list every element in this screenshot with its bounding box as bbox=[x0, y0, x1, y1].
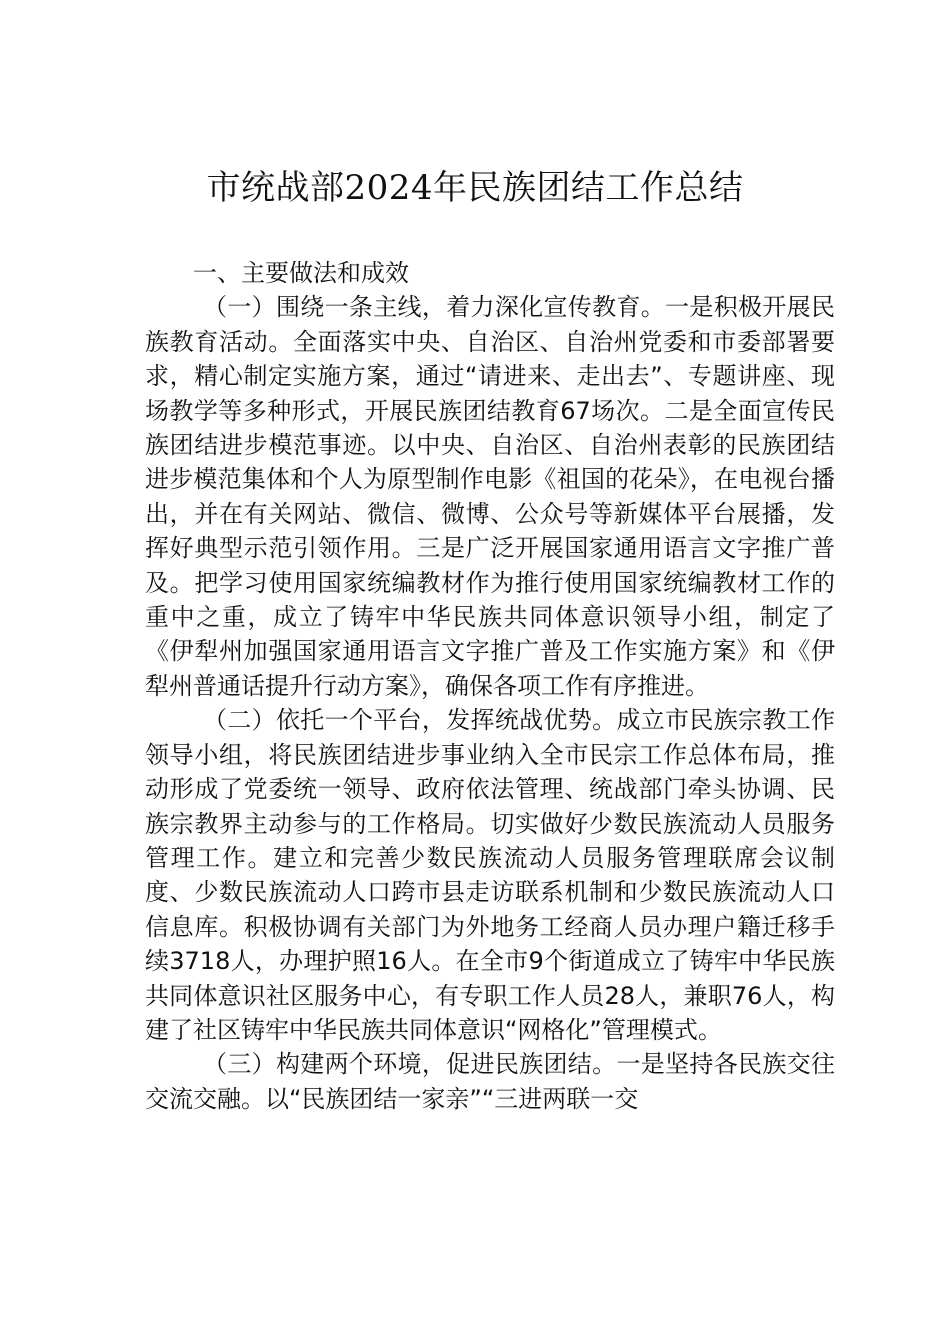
paragraph-3: （三）构建两个环境，促进民族团结。一是坚持各民族交往交流交融。以“民族团结一家亲”“三进两联一交 bbox=[145, 1050, 835, 1113]
document-body bbox=[145, 256, 835, 1116]
paragraph-2: （二）依托一个平台，发挥统战优势。成立市民族宗教工作领导小组，将民族团结进步事业纳入全市民宗工作总体布局，推动形成了党委统一领导、政府依法管理、统战部门牵头协调、民族宗教界主动参与的工作格局。切实做好少数民族流动人员服务管理工作。建立和完善少数民族流动人员服务管理联席会议制度、少数民族流动人口跨市县走访联系机制和少数民族流动人口信息库。积极协调有关部门为外地务工经商人员办理户籍迁移手续3718人，办理护照16人。在全市9个街道成立了铸牢中华民族共同体意识社区服务中心，有专职工作人员28人，兼职76人，构建了社区铸牢中华民族共同体意识“网格化”管理模式。 bbox=[145, 706, 835, 1044]
section-heading: 一、主要做法和成效 bbox=[193, 259, 409, 287]
paragraph-1: （一）围绕一条主线，着力深化宣传教育。一是积极开展民族教育活动。全面落实中央、自治区、自治州党委和市委部署要求，精心制定实施方案，通过“请进来、走出去”、专题讲座、现场教学等多种形式，开展民族团结教育67场次。二是全面宣传民族团结进步模范事迹。以中央、自治区、自治州表彰的民族团结进步模范集体和个人为原型制作电影《祖国的花朵》，在电视台播出，并在有关网站、微信、微博、公众号等新媒体平台展播，发挥好典型示范引领作用。三是广泛开展国家通用语言文字推广普及。把学习使用国家统编教材作为推行使用国家统编教材工作的重中之重，成立了铸牢中华民族共同体意识领导小组，制定了《伊犁州加强国家通用语言文字推广普及工作实施方案》和《伊犁州普通话提升行动方案》，确保各项工作有序推进。 bbox=[145, 293, 835, 700]
document-title: 市统战部2024年民族团结工作总结 bbox=[206, 168, 744, 208]
